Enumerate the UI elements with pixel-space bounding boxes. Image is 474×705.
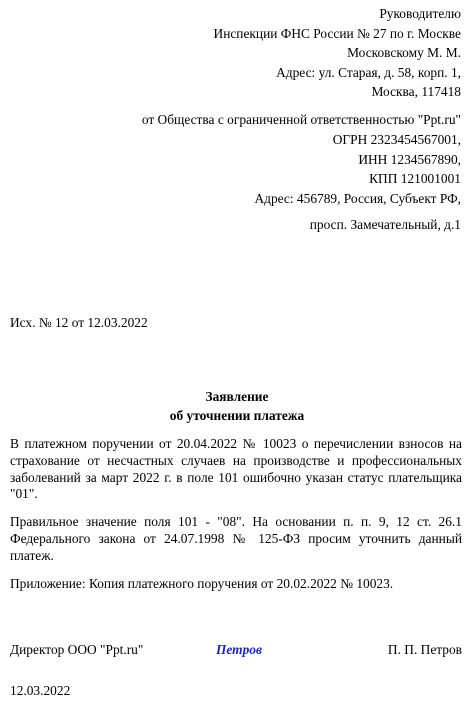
signature-row — [10, 641, 462, 659]
addressee-line: Москва, 117418 — [371, 84, 461, 99]
sender-line: Адрес: 456789, Россия, Субъект РФ, — [254, 191, 461, 207]
subtitle-line: об уточнении платежа — [169, 408, 305, 423]
addressee-line: Инспекции ФНС России № 27 по г. Москве — [213, 25, 461, 41]
handwritten-signature: Петров — [216, 642, 262, 657]
addressee-line: Московскому М. М. — [347, 45, 461, 60]
document-date: 12.03.2022 — [10, 683, 71, 698]
sender-line: ОГРН 2323454567001, — [332, 131, 461, 147]
sender-line: от Общества с ограниченной ответственностью "Ppt.ru" — [141, 112, 461, 127]
signer-name: П. П. Петров — [387, 642, 462, 657]
sender-line: ИНН 1234567890, — [358, 151, 461, 167]
addressee-line: Адрес: ул. Старая, д. 58, корп. 1, — [276, 64, 461, 80]
sender-line: КПП 121001001 — [369, 171, 461, 187]
body-paragraph: В платежном поручении от 20.04.2022 № 10023 о перечислении взносов на страхование от несчастных случаев на производстве и профессиональных заболеваний за март 2022 г. в поле 101 ошибочно указан статус плательщика "01". — [10, 436, 462, 502]
title-line: Заявление — [205, 389, 269, 404]
sender-line: просп. Замечательный, д.1 — [309, 216, 461, 232]
sender-block — [142, 110, 461, 235]
signer-position: Директор ООО "Ppt.ru" — [10, 642, 144, 657]
document-body — [10, 436, 462, 603]
addressee-block — [214, 4, 461, 102]
body-paragraph: Правильное значение поля 101 - "08". На основании п. п. 9, 12 ст. 26.1 Федерального закона от 24.07.1998 № 125-ФЗ просим уточнить данный платеж. — [10, 514, 462, 563]
outgoing-reference: Исх. № 12 от 12.03.2022 — [10, 315, 148, 330]
addressee-line: Руководителю — [379, 6, 461, 21]
document-title — [0, 387, 474, 425]
attachment-paragraph: Приложение: Копия платежного поручения от 20.02.2022 № 10023. — [10, 575, 394, 591]
